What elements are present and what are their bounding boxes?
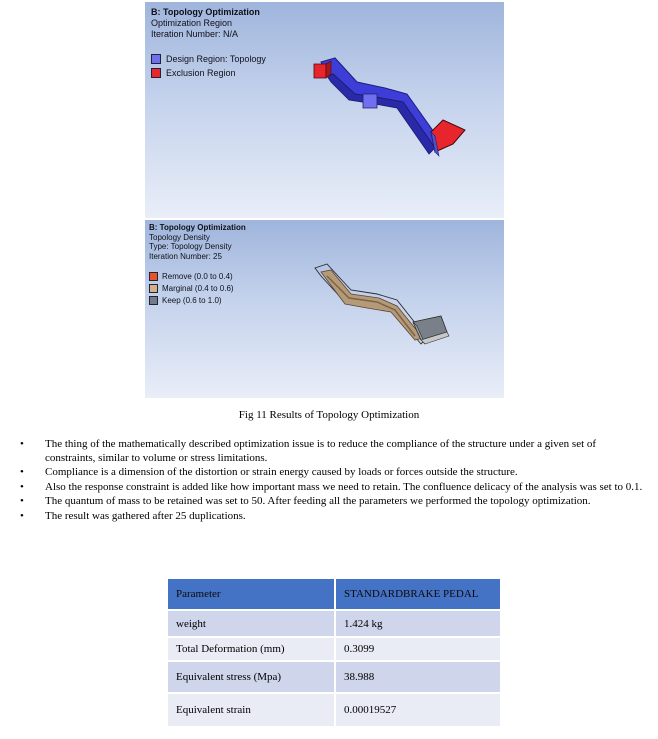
design-region-viewport: [145, 2, 504, 218]
list-item: [20, 438, 648, 465]
figure-caption: Fig 11 Results of Topology Optimization: [238, 409, 420, 421]
bullet-text: Compliance is a dimension of the distortion or strain energy caused by loads or forces outside the structure.: [45, 466, 518, 478]
table-cell: Equivalent stress (Mpa): [168, 661, 335, 693]
bullet-text: The thing of the mathematically described optimization issue is to reduce the compliance of the structure under a given set of constraints, similar to volume or stress limitations.: [45, 438, 597, 464]
table-cell: 0.00019527: [335, 693, 500, 727]
brake-pedal-model-regions: [145, 2, 504, 218]
viewport-2-title: B: Topology Optimization: [149, 223, 246, 232]
parameters-table: [168, 579, 500, 728]
topology-density-viewport: [145, 220, 504, 398]
viewport-1-iteration: Iteration Number: N/A: [151, 29, 239, 39]
table-header-cell: Parameter: [168, 579, 335, 610]
table-row: [168, 637, 500, 661]
viewport-2-subtitle: Topology Density: [149, 232, 210, 242]
table-row: [168, 610, 500, 637]
bullet-list: [20, 438, 648, 524]
bullet-icon: •: [20, 495, 24, 507]
list-item: [20, 481, 648, 495]
legend-label: Design Region: Topology: [166, 54, 266, 64]
bullet-icon: •: [20, 466, 24, 478]
legend-label: Marginal (0.4 to 0.6): [162, 283, 234, 293]
table-cell: Total Deformation (mm): [168, 637, 335, 661]
table-row: [168, 693, 500, 727]
viewport-1-subtitle: Optimization Region: [151, 18, 233, 28]
viewport-2-iteration: Iteration Number: 25: [149, 251, 222, 261]
table-cell: Equivalent strain: [168, 693, 335, 727]
bullet-icon: •: [20, 480, 24, 493]
table-header-cell: STANDARDBRAKE PEDAL: [335, 579, 500, 610]
table-cell: 1.424 kg: [335, 610, 500, 637]
table-header-row: [168, 579, 500, 610]
list-item: [20, 495, 648, 509]
bullet-text: The result was gathered after 25 duplications.: [45, 509, 246, 522]
bullet-text: The quantum of mass to be retained was set to 50. After feeding all the parameters we performed the topology optimization.: [45, 495, 591, 507]
table-cell: 0.3099: [335, 637, 500, 661]
table-row: [168, 661, 500, 693]
legend-label: Exclusion Region: [166, 68, 236, 78]
bullet-text: Also the response constraint is added like how important mass we need to retain. The confluence delicacy of the analysis was set to 0.1.: [45, 480, 643, 493]
brake-pedal-model-density: [145, 220, 504, 398]
table-cell: 38.988: [335, 661, 500, 693]
legend-label: Remove (0.0 to 0.4): [162, 271, 233, 281]
list-item: [20, 510, 648, 524]
table-cell: weight: [168, 610, 335, 637]
legend-label: Keep (0.6 to 1.0): [162, 295, 222, 305]
bullet-icon: •: [20, 438, 24, 450]
viewport-2-type: Type: Topology Density: [149, 242, 232, 251]
list-item: [20, 466, 648, 480]
bullet-icon: •: [20, 509, 24, 522]
viewport-1-title: B: Topology Optimization: [151, 7, 260, 17]
